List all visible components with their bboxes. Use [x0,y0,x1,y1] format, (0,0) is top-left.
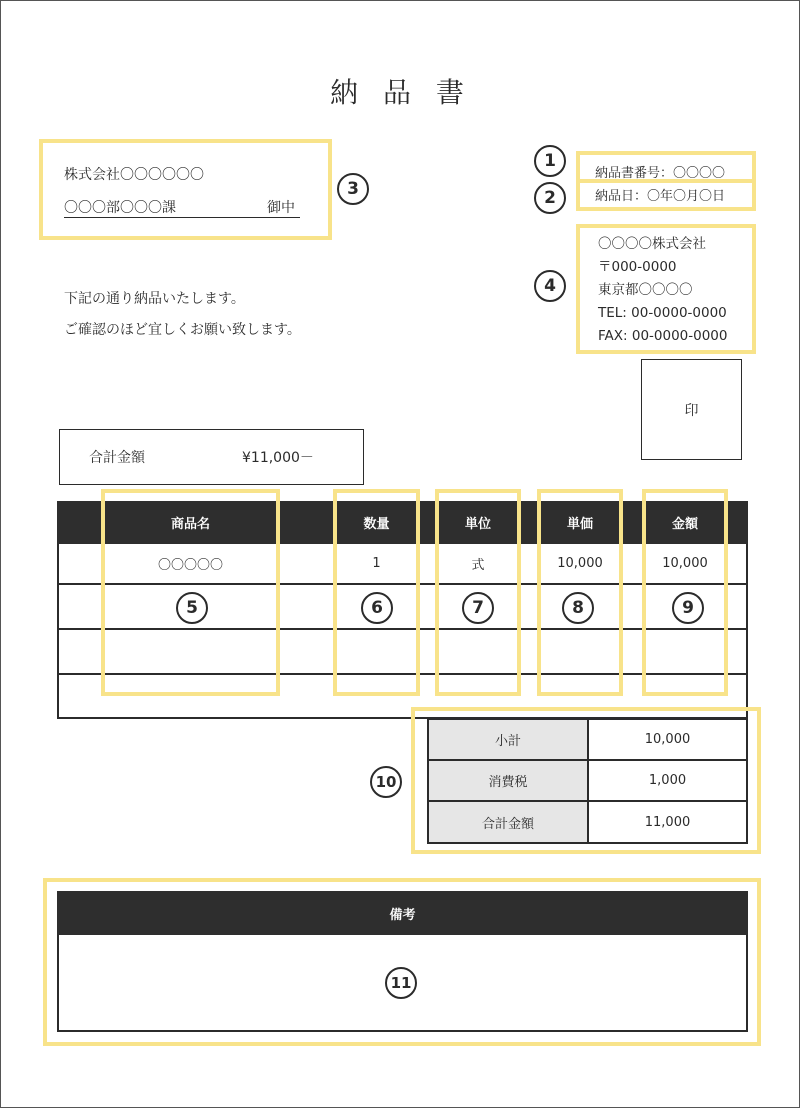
sender-name: 〇〇〇〇株式会社 [598,236,706,252]
row-unit-price: 10,000 [557,556,603,571]
tax-value: 1,000 [648,773,687,788]
marker-11: 11 [385,967,417,999]
marker-3: 3 [337,173,369,205]
stamp-box: 印 [641,359,742,460]
row-product-name: 〇〇〇〇〇 [157,558,223,573]
header-product-name: 商品名 [170,517,210,532]
marker-8: 8 [562,592,594,624]
row-quantity: 1 [372,556,381,571]
header-quantity: 数量 [363,517,390,532]
header-amount: 金額 [671,517,698,532]
summary-total-value: 11,000 [644,814,691,830]
total-box [59,429,364,485]
total-label: 合計金額 [89,450,145,466]
remarks-header: 備考 [57,891,748,935]
sender-tel: TEL: 00-0000-0000 [598,305,727,321]
message-line-2: ご確認のほど宜しくお願い致します。 [64,322,301,338]
recipient-department: 〇〇〇部〇〇〇課 [64,200,176,216]
recipient-underline [64,217,300,218]
sender-block [598,233,727,348]
marker-5: 5 [176,592,208,624]
delivery-date: 納品日：〇年〇月〇日 [595,189,726,204]
sender-fax: FAX: 00-0000-0000 [598,328,728,344]
header-unit: 単位 [464,517,491,532]
sender-postal: 〒000-0000 [598,259,677,275]
recipient-company: 株式会社〇〇〇〇〇〇 [64,167,204,183]
message-line-1: 下記の通り納品いたします。 [64,291,245,307]
tax-label: 消費税 [488,775,528,790]
subtotal-label: 小計 [494,734,521,749]
marker-2: 2 [534,182,566,214]
marker-10: 10 [370,766,402,798]
marker-6: 6 [361,592,393,624]
page-title: 納 品 書 [330,76,472,109]
recipient-honorific: 御中 [267,200,295,216]
marker-4: 4 [534,270,566,302]
marker-7: 7 [462,592,494,624]
delivery-number: 納品書番号：〇〇〇〇 [595,166,726,181]
summary-total-label: 合計金額 [481,816,534,832]
row-unit: 式 [471,558,485,573]
marker-1: 1 [534,145,566,177]
header-unit-price: 単価 [566,517,593,532]
sender-address: 東京都〇〇〇〇 [598,282,693,298]
total-value: ¥11,000－ [242,450,314,466]
marker-9: 9 [672,592,704,624]
row-amount: 10,000 [662,556,708,571]
highlight-recipient [39,139,332,240]
subtotal-value: 10,000 [644,732,691,747]
